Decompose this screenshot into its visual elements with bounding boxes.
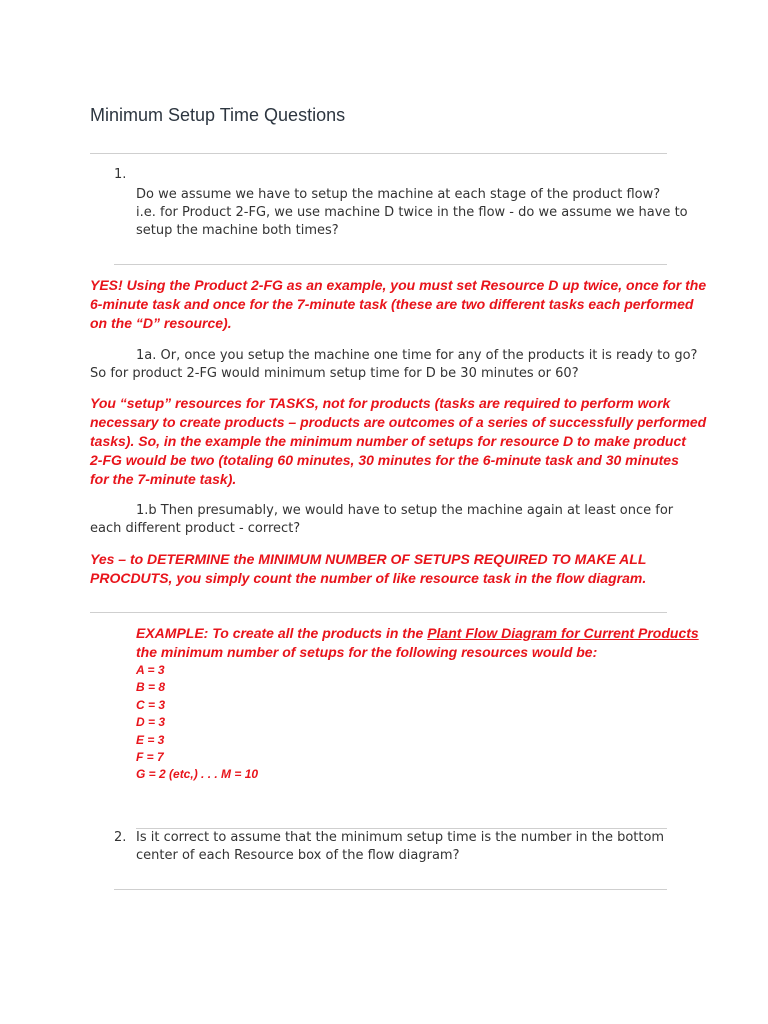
- answer-1b: [90, 550, 690, 588]
- setup-list: [136, 662, 436, 784]
- divider: [90, 153, 667, 154]
- page-title: Minimum Setup Time Questions: [90, 105, 346, 125]
- setup-item: F = 7: [136, 750, 164, 765]
- question-1a-line: 1a. Or, once you setup the machine one time for any of the products it is ready to go?: [136, 348, 698, 363]
- answer-1: [90, 276, 707, 333]
- question-1b-line: each different product - correct?: [90, 521, 301, 536]
- plant-flow-diagram-link[interactable]: Plant Flow Diagram for Current Products: [427, 625, 699, 641]
- answer-1a-line: for the 7-minute task).: [90, 471, 237, 487]
- question-1b-line: 1.b Then presumably, we would have to setup the machine again at least once for: [136, 503, 674, 518]
- answer-1a: [90, 394, 707, 489]
- question-1-line: setup the machine both times?: [136, 223, 339, 238]
- example-intro-line: [136, 624, 699, 643]
- divider: [114, 889, 667, 890]
- answer-1b-line: Yes – to DETERMINE the MINIMUM NUMBER OF SETUPS REQUIRED TO MAKE ALL: [90, 551, 647, 567]
- setup-item: E = 3: [136, 732, 165, 747]
- answer-1-line: 6-minute task and once for the 7-minute task (these are two different tasks each performed: [90, 296, 694, 312]
- setup-item: C = 3: [136, 697, 166, 712]
- divider: [90, 612, 667, 613]
- answer-1a-line: necessary to create products – products are outcomes of a series of successfully performed: [90, 414, 707, 430]
- answer-1a-line: tasks). So, in the example the minimum number of setups for resource D to make product: [90, 433, 686, 449]
- setup-item: B = 8: [136, 680, 166, 695]
- setup-item: D = 3: [136, 715, 166, 730]
- divider: [114, 264, 667, 265]
- question-2-number: 2.: [114, 830, 127, 845]
- question-1-number: 1.: [114, 167, 127, 182]
- answer-1b-line: PROCDUTS, you simply count the number of like resource task in the flow diagram.: [90, 570, 647, 586]
- example-intro: EXAMPLE: To create all the products in the: [136, 625, 428, 641]
- question-1-line: Do we assume we have to setup the machine at each stage of the product flow?: [136, 187, 661, 202]
- answer-1a-line: You “setup” resources for TASKS, not for products (tasks are required to perform work: [90, 395, 671, 411]
- example-block: [136, 624, 699, 662]
- question-1-line: i.e. for Product 2-FG, we use machine D twice in the flow - do we assume we have to: [136, 205, 688, 220]
- question-1-text: [136, 186, 696, 240]
- question-1a-text: [90, 347, 710, 383]
- question-1b-text: [90, 502, 710, 538]
- question-2-line: Is it correct to assume that the minimum setup time is the number in the bottom: [136, 830, 665, 845]
- example-line-2: the minimum number of setups for the following resources would be:: [136, 644, 598, 660]
- answer-1-line: on the “D” resource).: [90, 315, 232, 331]
- question-1a-line: So for product 2-FG would minimum setup time for D be 30 minutes or 60?: [90, 366, 579, 381]
- question-2-line: center of each Resource box of the flow diagram?: [136, 848, 460, 863]
- setup-item: G = 2 (etc,) . . . M = 10: [136, 767, 259, 782]
- answer-1a-line: 2-FG would be two (totaling 60 minutes, 30 minutes for the 6-minute task and 30 minutes: [90, 452, 679, 468]
- setup-item: A = 3: [136, 663, 165, 677]
- question-2-text: [136, 829, 696, 865]
- answer-1-line: YES! Using the Product 2-FG as an example, you must set Resource D up twice, once for the: [90, 277, 707, 293]
